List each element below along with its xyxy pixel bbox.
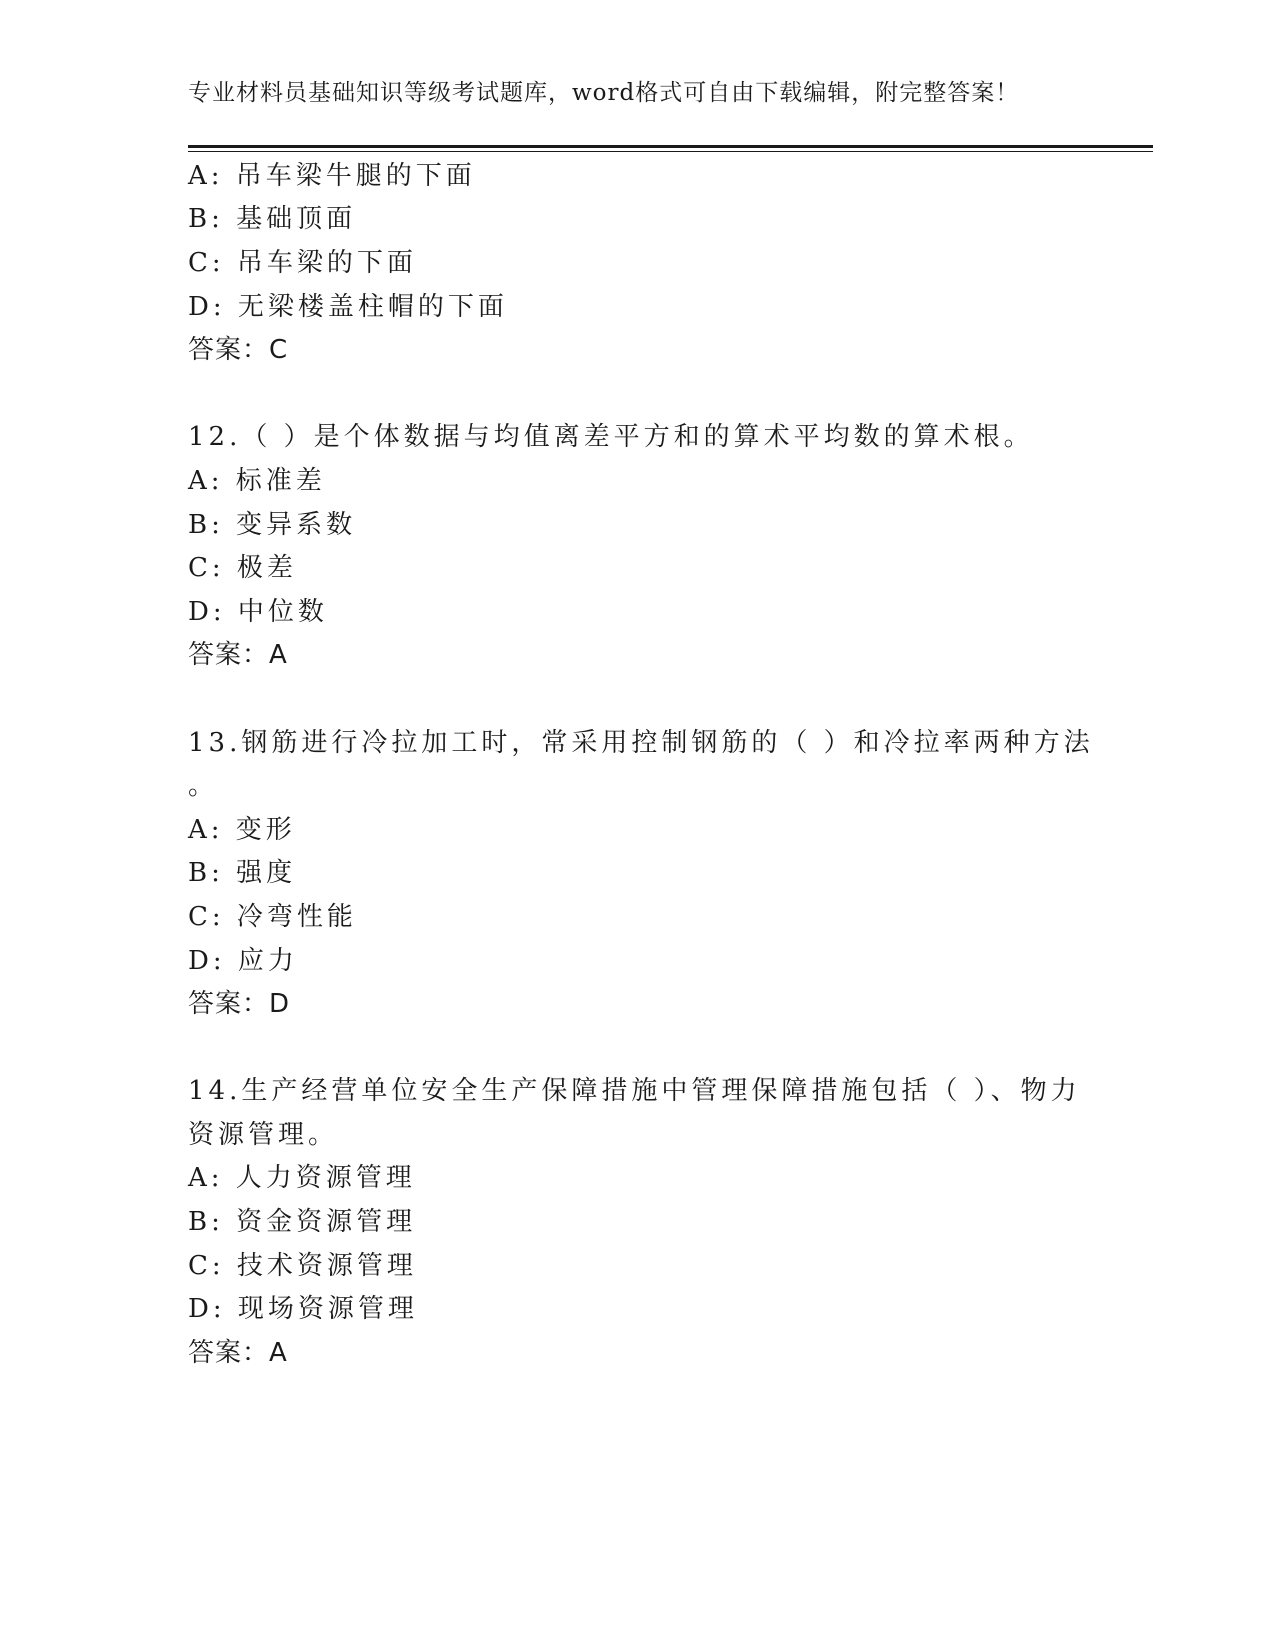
- q14-option-c: C: 技术资源管理: [188, 1251, 417, 1281]
- q13-option-b: B: 强度: [188, 858, 297, 888]
- q14-option-b: B: 资金资源管理: [188, 1207, 417, 1237]
- q11-answer: 答案：C: [188, 335, 289, 365]
- q13-option-a: A: 变形: [188, 815, 296, 845]
- q13-option-d: D: 应力: [188, 946, 298, 976]
- q13-option-c: C: 冷弯性能: [188, 902, 357, 932]
- q12-option-a: A: 标准差: [188, 466, 326, 496]
- page-header-title: 专业材料员基础知识等级考试题库，word格式可自由下载编辑，附完整答案！: [188, 80, 1020, 106]
- q11-option-c: C: 吊车梁的下面: [188, 248, 417, 278]
- q11-option-b: B: 基础顶面: [188, 204, 357, 234]
- q11-option-a: A: 吊车梁牛腿的下面: [188, 161, 476, 191]
- q12-option-d: D: 中位数: [188, 597, 328, 627]
- q13-stem-line1: 13.钢筋进行冷拉加工时，常采用控制钢筋的（ ）和冷拉率两种方法: [188, 728, 1094, 758]
- q14-option-d: D: 现场资源管理: [188, 1294, 418, 1324]
- q14-answer: 答案：A: [188, 1338, 288, 1368]
- q14-option-a: A: 人力资源管理: [188, 1163, 416, 1193]
- header-divider-thin: [188, 151, 1153, 152]
- q12-option-c: C: 极差: [188, 553, 297, 583]
- q14-stem-line1: 14.生产经营单位安全生产保障措施中管理保障措施包括（ ）、物力: [188, 1076, 1081, 1106]
- q12-option-b: B: 变异系数: [188, 510, 357, 540]
- q13-answer: 答案：D: [188, 989, 291, 1019]
- q14-stem-line2: 资源管理。: [188, 1120, 339, 1150]
- header-divider-thick: [188, 145, 1153, 148]
- q11-option-d: D: 无梁楼盖柱帽的下面: [188, 292, 508, 322]
- q12-answer: 答案：A: [188, 640, 288, 670]
- q13-stem-line2: 。: [188, 771, 219, 801]
- q12-stem: 12.（ ）是个体数据与均值离差平方和的算术平均数的算术根。: [188, 422, 1034, 452]
